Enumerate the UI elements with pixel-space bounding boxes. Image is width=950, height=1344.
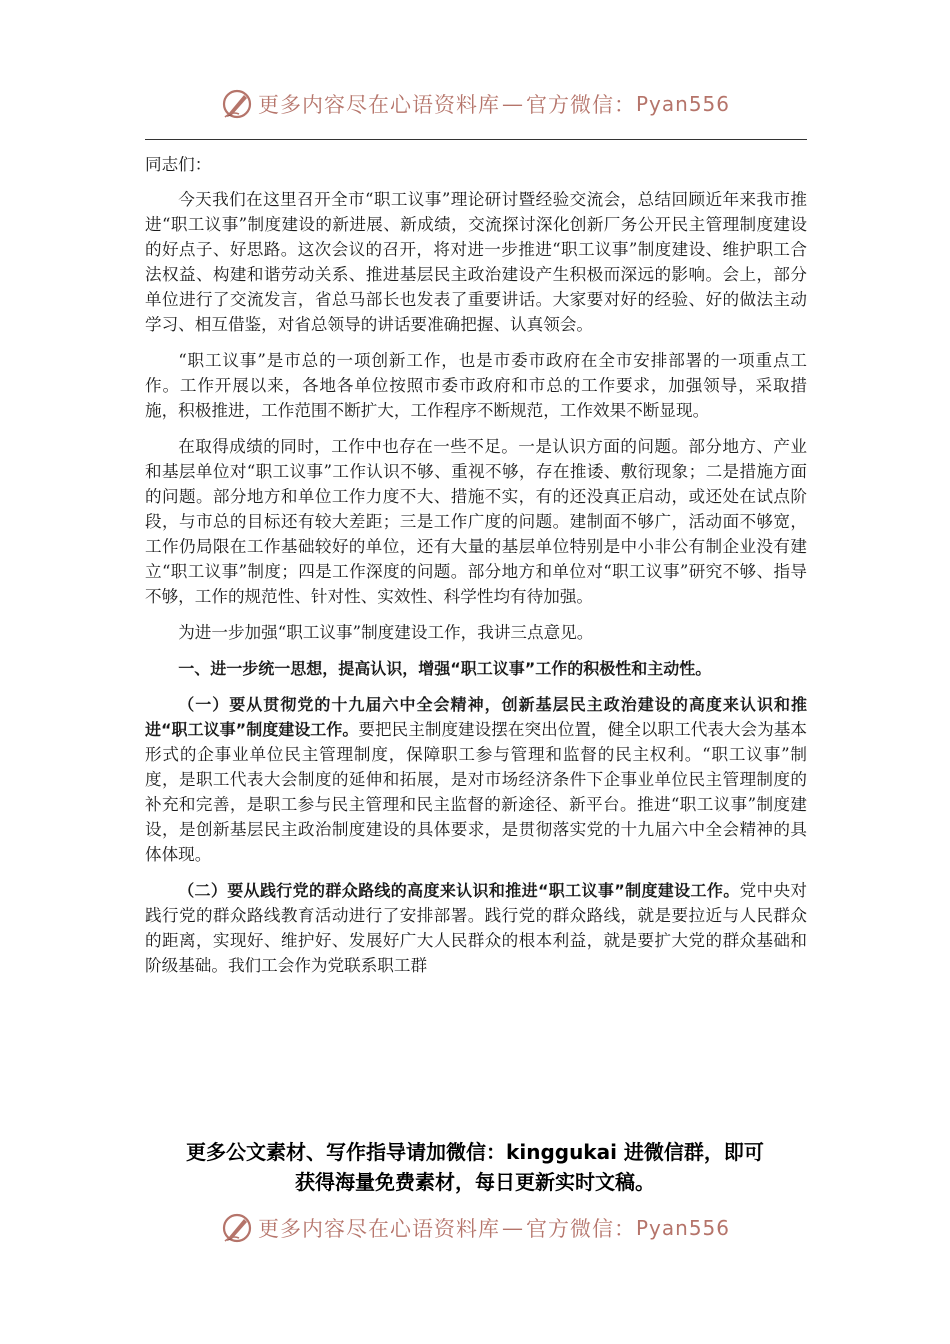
pen-logo-icon (220, 1211, 254, 1245)
section-heading-1 (145, 656, 807, 681)
subsection-1-text: 要把民主制度建设摆在突出位置，健全以职工代表大会为基本形式的企事业单位民主管理制度，保障职工参与管理和监督的民主权利。“职工议事”制度，是职工代表大会制度的延伸和拓展，是对市场经济条件下企事业单位民主管理制度的补充和完善，是职工参与民主管理和民主监督的新途径、新平台。推进“职工议事”制度建设，是创新基层民主政治制度建设的具体要求，是贯彻落实党的十九届六中全会精神的具体体现。 (145, 720, 807, 864)
promo-line-1: 更多公文素材、写作指导请加微信：kinggukai 进微信群，即可 (186, 1140, 764, 1164)
subsection-2-text: 党中央对践行党的群众路线教育活动进行了安排部署。践行党的群众路线，就是要拉近与人民群众的距离，实现好、维护好、发展好广大人民群众的根本利益，就是要扩大党的群众基础和阶级基础。我们工会作为党联系职工群 (145, 881, 807, 975)
paragraph-intro: 今天我们在这里召开全市“职工议事”理论研讨暨经验交流会，总结回顾近年来我市推进“职工议事”制度建设的新进展、新成绩，交流探讨深化创新厂务公开民主管理制度建设的好点子、好思路。这次会议的召开，将对进一步推进“职工议事”制度建设、维护职工合法权益、构建和谐劳动关系、推进基层民主政治建设产生积极而深远的影响。会上，部分单位进行了交流发言，省总马部长也发表了重要讲话。大家要对好的经验、好的做法主动学习、相互借鉴，对省总领导的讲话要准确把握、认真领会。 (145, 190, 807, 334)
paragraph-problems: 在取得成绩的同时，工作中也存在一些不足。一是认识方面的问题。部分地方、产业和基层单位对“职工议事”工作认识不够、重视不够，存在推诿、敷衍现象；二是措施方面的问题。部分地方和单位工作力度不大、措施不实，有的还没真正启动，或还处在试点阶段，与市总的目标还有较大差距；三是工作广度的问题。建制面不够广，活动面不够宽，工作仍局限在工作基础较好的单位，还有大量的基层单位特别是中小非公有制企业没有建立“职工议事”制度；四是工作深度的问题。部分地方和单位对“职工议事”研究不够、指导不够，工作的规范性、针对性、实效性、科学性均有待加强。 (145, 437, 807, 606)
header-banner (0, 84, 950, 124)
subsection-2 (145, 878, 807, 978)
subsection-1 (145, 692, 807, 867)
paragraph-background: “职工议事”是市总的一项创新工作，也是市委市政府在全市安排部署的一项重点工作。工作开展以来，各地各单位按照市委市政府和市总的工作要求，加强领导，采取措施，积极推进，工作范围不断扩大，工作程序不断规范，工作效果不断显现。 (145, 351, 807, 420)
banner-separator: — (501, 92, 524, 116)
banner-wechat-label: 官方微信： (525, 1217, 636, 1241)
banner-text: 更多内容尽在心语资料库 (257, 93, 500, 117)
subsection-2-title: （二）要从践行党的群众路线的高度来认识和推进“职工议事”制度建设工作。 (178, 881, 740, 900)
banner-wechat-id: Pyan556 (635, 1216, 730, 1240)
salutation: 同志们： (145, 155, 212, 174)
footer-banner (0, 1208, 950, 1248)
header-divider (145, 139, 807, 140)
banner-wechat-label: 官方微信： (525, 93, 636, 117)
document-body (145, 152, 807, 989)
banner-separator: — (501, 1216, 524, 1240)
section-heading-1-text: 一、进一步统一思想，提高认识，增强“职工议事”工作的积极性和主动性。 (178, 659, 712, 678)
subsection-1-title: （一）要从贯彻党的十九届六中全会精神，创新基层民主政治建设的高度来认识和推进“职工议事”制度建设工作。 (145, 695, 807, 739)
promo-notice (120, 1137, 830, 1197)
promo-line-2: 获得海量免费素材，每日更新实时文稿。 (295, 1170, 655, 1194)
pen-logo-icon (220, 87, 254, 121)
banner-wechat-id: Pyan556 (635, 92, 730, 116)
paragraph-transition: 为进一步加强“职工议事”制度建设工作，我讲三点意见。 (178, 623, 594, 642)
banner-text: 更多内容尽在心语资料库 (257, 1217, 500, 1241)
